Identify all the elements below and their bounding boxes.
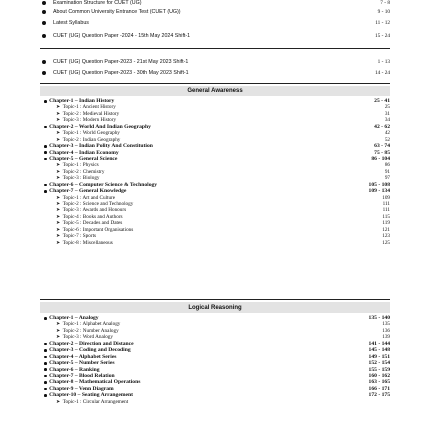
- entry-pages: 152 - 154: [368, 360, 390, 367]
- arrow-bullet-icon: ➤: [56, 130, 61, 137]
- bullet-icon: [44, 388, 47, 391]
- entry-pages: 91: [384, 168, 390, 175]
- topic-entry: [44, 399, 390, 405]
- entry-label: Topic-7 : Sports: [62, 233, 97, 240]
- section-divider: [40, 83, 390, 84]
- entry-pages: 172 - 175: [368, 392, 390, 399]
- arrow-bullet-icon: ➤: [56, 398, 61, 405]
- entry-pages: 123: [382, 233, 390, 240]
- entry-label: Chapter-5 – Number Series: [49, 360, 115, 367]
- entry-pages: 115: [382, 213, 390, 220]
- entry-label: Topic-6 : Important Organisations: [62, 226, 134, 233]
- entry-pages: 139: [382, 334, 390, 341]
- bullet-icon: [44, 356, 47, 359]
- section-header-logical-reasoning: [40, 302, 390, 313]
- entry-pages: 34: [384, 117, 390, 124]
- bullet-icon: [44, 381, 47, 384]
- entry-pages: 160 - 162: [368, 372, 390, 379]
- bullet-icon: [44, 158, 47, 161]
- arrow-bullet-icon: ➤: [56, 239, 61, 246]
- topic-entry: [44, 240, 390, 246]
- entry-pages: 109: [382, 194, 390, 201]
- bullet-icon: [44, 145, 47, 148]
- bullet-icon: [44, 362, 47, 365]
- entry-label: Topic-1 : Art and Culture: [62, 194, 116, 201]
- bullet-icon: [42, 1, 46, 5]
- entry-label: Latest Syllabus: [53, 19, 89, 26]
- entry-pages: 25: [384, 104, 390, 111]
- entry-pages: 42: [384, 130, 390, 137]
- entry-pages: 75 - 85: [374, 149, 390, 156]
- arrow-bullet-icon: ➤: [56, 334, 61, 341]
- entry-label: Chapter-6 – Computer Science & Technology: [49, 181, 158, 188]
- entry-pages: 111: [382, 207, 390, 214]
- entry-label: Chapter-8 – Mathematical Operations: [49, 379, 141, 386]
- toc-entry: [42, 67, 390, 78]
- entry-label: Chapter-6 – Ranking: [49, 366, 100, 373]
- entry-label: Chapter-2 – World And Indian Geography: [49, 123, 151, 130]
- toc-entry: [42, 17, 390, 28]
- entry-label: Topic-3 : Biology: [62, 175, 100, 182]
- entry-label: Topic-2 : Indian Geography: [62, 136, 121, 143]
- bullet-icon: [44, 375, 47, 378]
- arrow-bullet-icon: ➤: [56, 201, 61, 207]
- bullet-icon: [44, 349, 47, 352]
- entry-label: CUET (UG) Question Paper-2023 - 30th May 2023 Shift-1: [53, 69, 189, 76]
- section-header-general-awareness: [40, 86, 390, 96]
- arrow-bullet-icon: ➤: [56, 226, 61, 233]
- bullet-icon: [44, 126, 47, 129]
- bullet-icon: [44, 368, 47, 371]
- arrow-bullet-icon: ➤: [56, 136, 61, 143]
- entry-pages: 163 - 165: [368, 379, 390, 386]
- bullet-icon: [42, 71, 46, 75]
- arrow-bullet-icon: ➤: [56, 213, 61, 220]
- bullet-icon: [44, 317, 47, 320]
- arrow-bullet-icon: ➤: [56, 220, 61, 227]
- section-divider: [40, 299, 390, 300]
- entry-pages: 63 - 74: [374, 143, 390, 150]
- entry-pages: 86: [384, 162, 390, 169]
- entry-label: Chapter-4 – Alphabet Series: [49, 353, 117, 360]
- entry-label: Topic-2 : Chemistry: [62, 168, 105, 175]
- arrow-bullet-icon: ➤: [56, 327, 61, 334]
- bullet-icon: [44, 394, 47, 397]
- entry-pages: 145 - 148: [368, 347, 390, 354]
- entry-label: Topic-2 : Medieval History: [62, 110, 120, 117]
- arrow-bullet-icon: ➤: [56, 321, 61, 328]
- entry-pages: 135: [382, 321, 390, 328]
- entry-label: Chapter-3 – Coding and Decoding: [49, 347, 131, 354]
- entry-label: Topic-4 : Books and Authors: [62, 213, 123, 220]
- entry-label: CUET (UG) Question Paper-2023 - 21st May 2023 Shift-1: [53, 58, 189, 65]
- arrow-bullet-icon: ➤: [56, 110, 61, 117]
- logical-reasoning-list: [44, 315, 390, 405]
- section-title: Logical Reasoning: [188, 304, 242, 311]
- toc-entry: [42, 6, 390, 17]
- bullet-icon: [44, 184, 47, 187]
- entry-pages: 111: [382, 201, 390, 207]
- entry-pages: 125: [382, 239, 390, 246]
- entry-label: Chapter-9 – Venn Diagram: [49, 385, 114, 392]
- entry-label: About Common University Entrance Test (CUET (UG)): [53, 8, 181, 15]
- entry-pages: 25 - 41: [374, 98, 390, 104]
- entry-label: Chapter-10 – Seating Arrangement: [49, 392, 133, 399]
- entry-label: Topic-5 : Decades and Dates: [62, 220, 123, 227]
- entry-label: Chapter-2 – Direction and Distance: [49, 340, 134, 347]
- entry-label: Topic-1 : World Geography: [62, 130, 120, 137]
- bullet-icon: [42, 21, 46, 25]
- arrow-bullet-icon: ➤: [56, 162, 61, 169]
- entry-pages: 52: [384, 136, 390, 143]
- entry-pages: 166 - 171: [368, 385, 390, 392]
- entry-label: Topic-1 : Physics: [62, 162, 99, 169]
- entry-pages: 15 - 24: [374, 32, 390, 39]
- entry-label: Topic-1 : Ancient History: [62, 104, 116, 111]
- entry-label: Topic-8 : Miscellaneous: [62, 239, 113, 246]
- entry-label: Chapter-5 – General Science: [49, 155, 118, 162]
- entry-pages: 31: [384, 110, 390, 117]
- entry-pages: 1 - 13: [377, 58, 390, 65]
- bullet-icon: [42, 10, 46, 14]
- entry-pages: 14 - 24: [374, 69, 390, 76]
- entry-pages: 136: [382, 327, 390, 334]
- entry-pages: 86 - 104: [371, 155, 390, 162]
- entry-label: Topic-3 : Word Analogy: [62, 334, 113, 341]
- entry-pages: 7 - 8: [380, 0, 390, 6]
- entry-label: Chapter-7 – General Knowledge: [49, 188, 127, 195]
- entry-label: Chapter-4 – Indian Economy: [49, 149, 119, 156]
- section-title: General Awareness: [187, 88, 243, 94]
- entry-label: Examination Structure for CUET (UG): [53, 0, 142, 6]
- arrow-bullet-icon: ➤: [56, 117, 61, 124]
- entry-pages: 149 - 151: [368, 353, 390, 360]
- arrow-bullet-icon: ➤: [56, 233, 61, 240]
- entry-label: Topic-3 : Modern History: [62, 117, 117, 124]
- entry-pages: 11 - 12: [375, 19, 390, 26]
- entry-pages: 119: [382, 220, 390, 227]
- bullet-icon: [42, 34, 46, 38]
- entry-pages: 9 - 10: [377, 8, 390, 15]
- bullet-icon: [42, 60, 46, 64]
- entry-pages: 135 - 140: [368, 315, 390, 321]
- arrow-bullet-icon: ➤: [56, 207, 61, 214]
- entry-pages: 155 - 159: [368, 366, 390, 373]
- entry-label: Topic-2 : Science and Technology: [62, 201, 134, 207]
- arrow-bullet-icon: ➤: [56, 104, 61, 111]
- toc-entry: [42, 30, 390, 41]
- entry-pages: 97: [384, 175, 390, 182]
- entry-pages: 109 - 134: [368, 188, 390, 195]
- section-divider: [40, 48, 390, 49]
- entry-label: Chapter-3 – Indian Polity And Constitution: [49, 143, 153, 150]
- entry-label: Chapter-1 – Indian History: [49, 98, 115, 104]
- bullet-icon: [44, 343, 47, 346]
- entry-pages: 141 - 144: [368, 340, 390, 347]
- entry-pages: 42 - 62: [374, 123, 390, 130]
- general-awareness-list: [44, 98, 390, 246]
- entry-pages: 105 - 108: [368, 181, 390, 188]
- entry-label: Topic-2 : Number Analogy: [62, 327, 119, 334]
- bullet-icon: [44, 100, 47, 103]
- entry-label: Topic-3 : Awards and Honours: [62, 207, 127, 214]
- entry-label: Topic-1 : Circular Arrangement: [62, 398, 129, 405]
- entry-label: CUET (UG) Question Paper -2024 - 15th May 2024 Shift-1: [53, 32, 191, 39]
- bullet-icon: [44, 190, 47, 193]
- toc-entry: [42, 56, 390, 67]
- bullet-icon: [44, 151, 47, 154]
- arrow-bullet-icon: ➤: [56, 168, 61, 175]
- entry-label: Chapter-7 – Blood Relation: [49, 372, 115, 379]
- arrow-bullet-icon: ➤: [56, 175, 61, 182]
- entry-pages: 121: [382, 226, 390, 233]
- entry-label: Chapter-1 – Analogy: [49, 315, 99, 321]
- arrow-bullet-icon: ➤: [56, 194, 61, 201]
- entry-label: Topic-1 : Alphabet Analogy: [62, 321, 121, 328]
